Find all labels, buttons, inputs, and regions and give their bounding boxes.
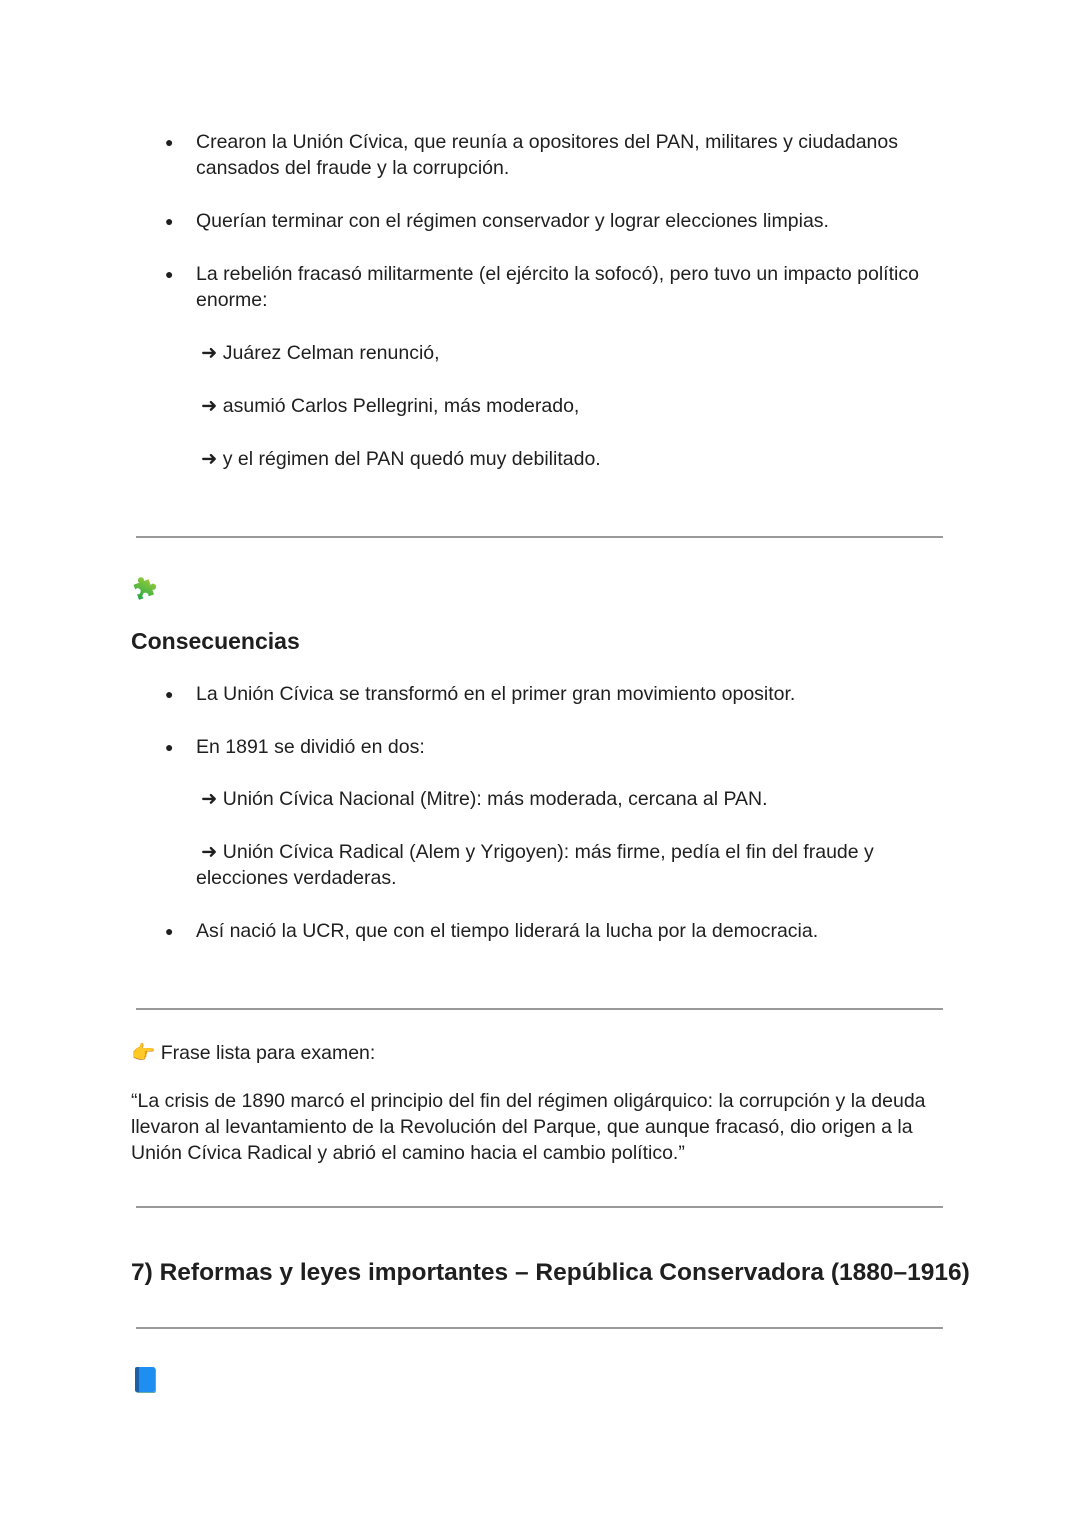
text-line: La rebelión fracasó militarmente (el ejército la sofocó), pero tuvo un impacto político bbox=[196, 263, 919, 285]
text-line: Así nació la UCR, que con el tiempo liderará la lucha por la democracia. bbox=[196, 920, 819, 942]
text-line: Querían terminar con el régimen conservador y lograr elecciones limpias. bbox=[196, 210, 829, 232]
quote-line: llevaron al levantamiento de la Revolución del Parque, que aunque fracasó, dio origen a la bbox=[131, 1116, 913, 1138]
divider bbox=[136, 1327, 943, 1329]
divider bbox=[136, 536, 943, 538]
arrow-icon: ➜ bbox=[201, 395, 218, 417]
section-heading: Consecuencias bbox=[131, 628, 300, 654]
bullet: ● bbox=[165, 739, 174, 755]
sub-item: Juárez Celman renunció, bbox=[222, 342, 440, 364]
bullet: ● bbox=[165, 134, 174, 150]
section-heading: 7) Reformas y leyes importantes – República Conservadora (1880–1916) bbox=[131, 1259, 970, 1286]
arrow-icon: ➜ bbox=[201, 788, 218, 810]
exam-phrase-label: Frase lista para examen: bbox=[160, 1042, 376, 1064]
divider bbox=[136, 1008, 943, 1010]
arrow-icon: ➜ bbox=[201, 448, 218, 470]
bullet: ● bbox=[165, 923, 174, 939]
pointing-hand-icon: 👉 bbox=[131, 1042, 156, 1064]
text-line: elecciones verdaderas. bbox=[196, 867, 397, 889]
sub-item: y el régimen del PAN quedó muy debilitado. bbox=[222, 448, 601, 470]
sub-item: Unión Cívica Radical (Alem y Yrigoyen): más firme, pedía el fin del fraude y bbox=[222, 841, 874, 863]
quote-line: “La crisis de 1890 marcó el principio del fin del régimen oligárquico: la corrupción y la deuda bbox=[131, 1090, 926, 1112]
blue-book-icon bbox=[135, 1367, 155, 1392]
text-line: enorme: bbox=[196, 289, 268, 311]
quote-line: Unión Cívica Radical y abrió el camino hacia el cambio político.” bbox=[131, 1142, 685, 1164]
text-line: Crearon la Unión Cívica, que reunía a opositores del PAN, militares y ciudadanos bbox=[196, 131, 898, 153]
divider bbox=[136, 1206, 943, 1208]
puzzle-piece-icon bbox=[131, 573, 159, 601]
sub-item: asumió Carlos Pellegrini, más moderado, bbox=[222, 395, 580, 417]
bullet: ● bbox=[165, 266, 174, 282]
sub-item: Unión Cívica Nacional (Mitre): más moderada, cercana al PAN. bbox=[222, 788, 768, 810]
text-line: En 1891 se dividió en dos: bbox=[196, 736, 425, 758]
text-line: cansados del fraude y la corrupción. bbox=[196, 157, 510, 179]
bullet: ● bbox=[165, 686, 174, 702]
arrow-icon: ➜ bbox=[201, 841, 218, 863]
bullet: ● bbox=[165, 213, 174, 229]
arrow-icon: ➜ bbox=[201, 342, 218, 364]
text-line: La Unión Cívica se transformó en el primer gran movimiento opositor. bbox=[196, 683, 796, 705]
